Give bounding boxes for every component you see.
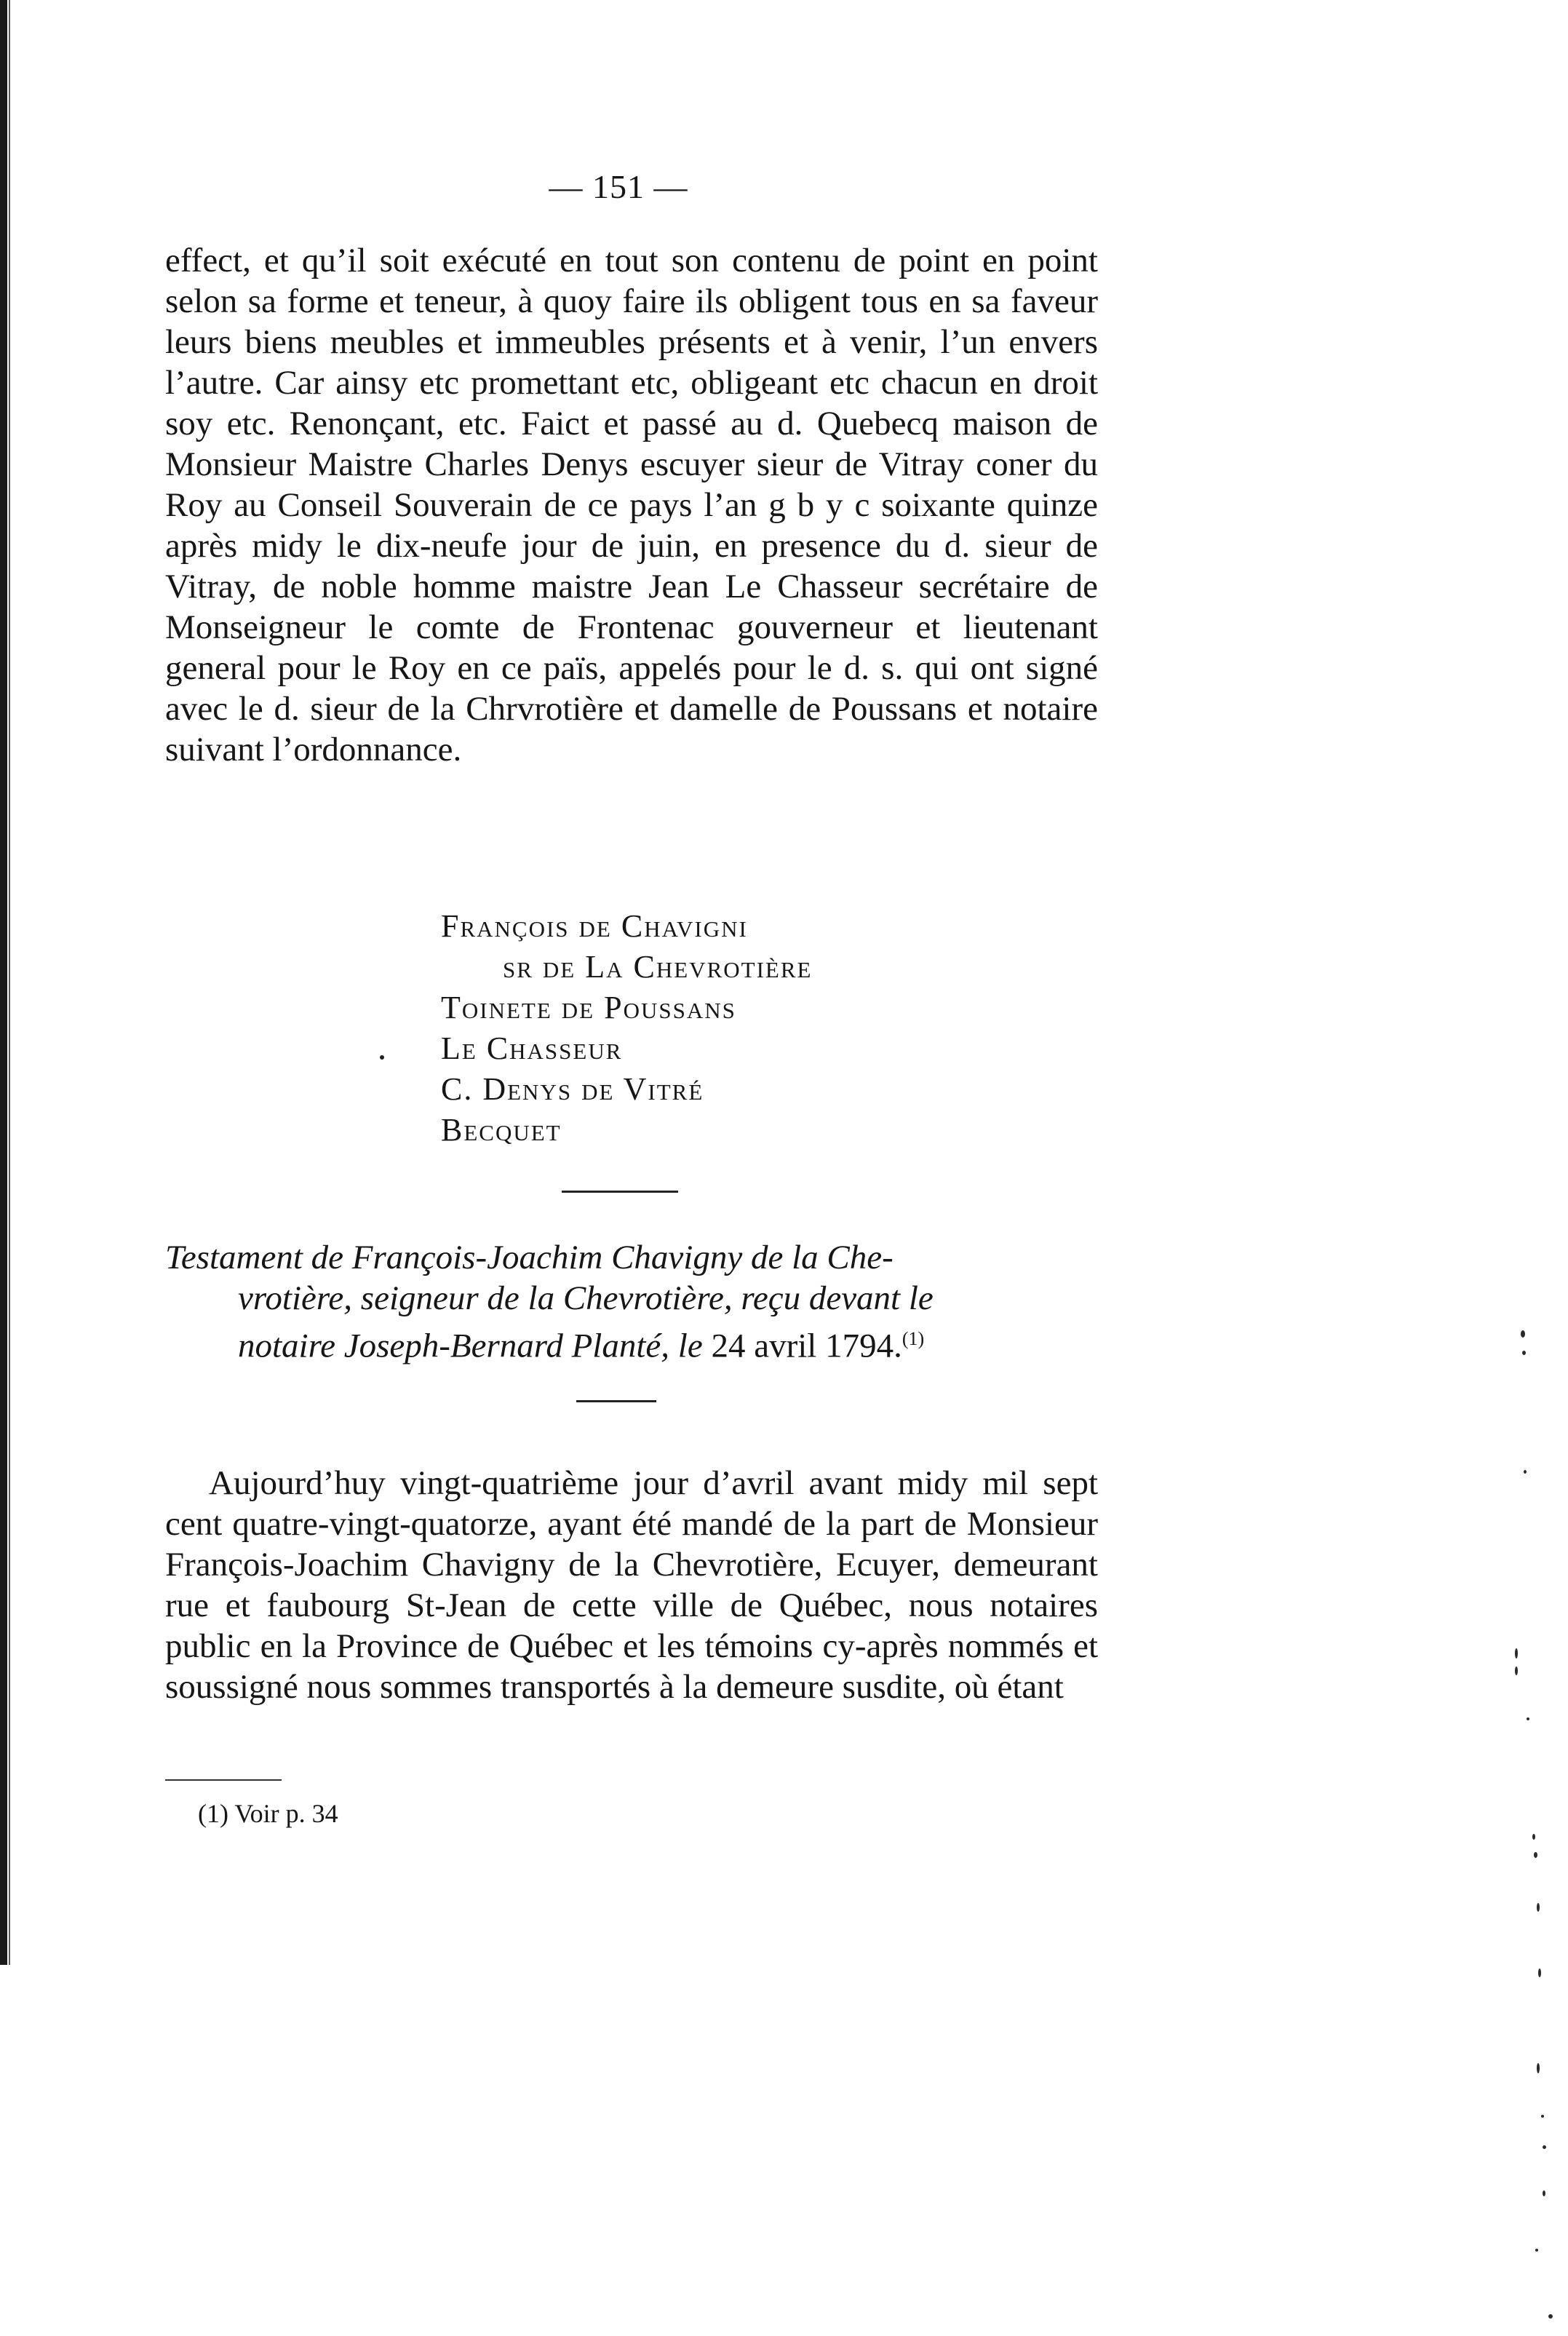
- scan-speck: [1524, 1470, 1527, 1474]
- signature-block: [441, 906, 812, 1151]
- signature-vitre: C. Denys de Vitré: [441, 1071, 704, 1107]
- scan-speck: [1537, 1903, 1540, 1912]
- testament-heading-line-3: [165, 1319, 1098, 1367]
- ink-dot: [380, 1055, 384, 1060]
- signature-chasseur: Le Chasseur: [441, 1030, 623, 1066]
- footnote: (1) Voir p. 34: [198, 1799, 338, 1828]
- signature-chavigni: François de Chavigni: [441, 908, 748, 944]
- paragraph-1: effect, et qu’il soit exécuté en tout son contenu de point en point selon sa forme et teneur, à quoy faire ils obligent tous en sa faveur leurs biens meubles et immeubles présents et à venir, l’un envers l’autre. Car ainsy etc promettant etc, obligeant etc chacun en droit soy etc. Renonçant, etc. Faict et passé au d. Quebecq maison de Monsieur Maistre Charles Denys escuyer sieur de Vitray coner du Roy au Conseil Souverain de ce pays l’an g b y c soixante quinze après midy le dix-neufe jour de juin, en presence du d. sieur de Vitray, de noble homme maistre Jean Le Chasseur secrétaire de Monseigneur le comte de Frontenac gouverneur et lieutenant general pour le Roy en ce païs, appelés pour le d. s. qui ont signé avec le d. sieur de la Chrvrotière et damelle de Poussans et notaire suivant l’ordonnance.: [165, 242, 1098, 768]
- scan-speck: [1534, 1852, 1537, 1858]
- signature-becquet: Becquet: [441, 1112, 562, 1148]
- scan-speck: [1515, 1666, 1518, 1675]
- scan-speck: [1521, 1330, 1525, 1338]
- scan-speck: [1532, 1834, 1535, 1840]
- scan-edge: [0, 0, 7, 1965]
- paragraph-2: Aujourd’huy vingt-quatrième jour d’avril avant midy mil sept cent quatre-vingt-quatorze, ayant été mandé de la part de Monsieur François-Joachim Chavigny de la Chevrotière, Ecuyer, demeurant rue et faubourg St-Jean de cette ville de Québec, nous notaires public en la Province de Québec et les témoins cy-après nommés et soussigné nous sommes transportés à la demeure susdite, où étant: [165, 1464, 1098, 1706]
- testament-heading: [165, 1237, 1098, 1367]
- scan-speck: [1543, 2145, 1546, 2149]
- scan-speck: [1543, 2190, 1545, 2196]
- signature-chevrotiere: sr de La Chevrotière: [503, 949, 813, 985]
- testament-heading-line-3-text: notaire Joseph-Bernard Planté, le: [238, 1327, 712, 1365]
- scan-edge-line: [9, 0, 10, 1965]
- scan-speck: [1538, 1968, 1541, 1977]
- testament-heading-line-2: vrotière, seigneur de la Chevrotière, reçu devant le: [238, 1279, 934, 1317]
- footnote-reference: (1): [902, 1328, 925, 1349]
- scan-speck: [1537, 2063, 1540, 2073]
- scan-speck: [1541, 2115, 1544, 2118]
- scan-speck: [1515, 1648, 1518, 1658]
- scan-speck: [1548, 2314, 1553, 2319]
- scan-speck: [1535, 2249, 1538, 2252]
- page-number: — 151 —: [549, 168, 688, 205]
- testament-date: 24 avril 1794.: [711, 1327, 902, 1365]
- section-divider-2: [576, 1400, 656, 1402]
- scan-speck: [1522, 1351, 1526, 1355]
- testament-heading-line-1: Testament de François-Joachim Chavigny de la Che-: [165, 1239, 894, 1276]
- scan-speck: [1527, 1717, 1529, 1720]
- section-divider: [562, 1191, 678, 1193]
- footnote-rule: [165, 1779, 282, 1781]
- signature-poussans: Toinete de Poussans: [441, 990, 736, 1025]
